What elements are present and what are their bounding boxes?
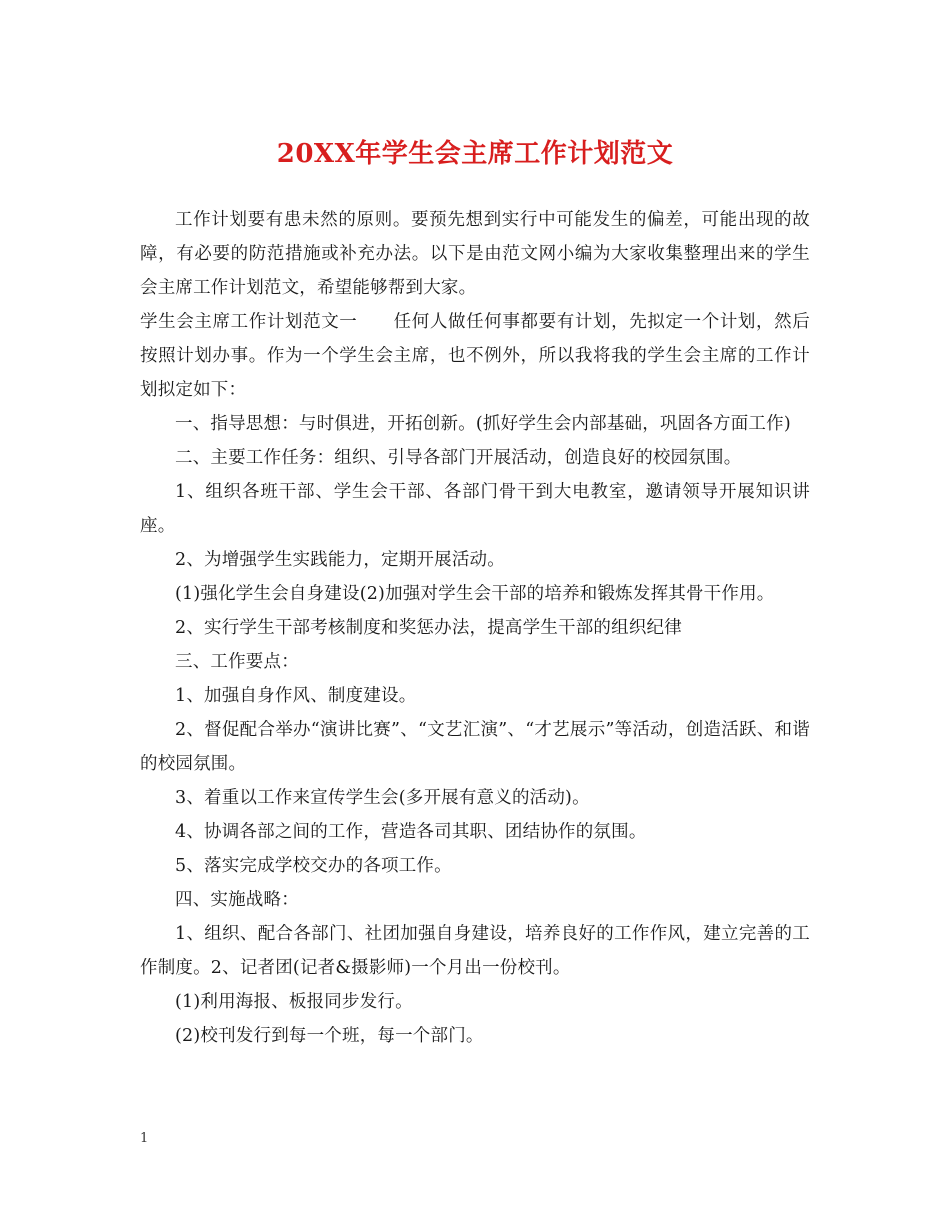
- document-body: [140, 203, 810, 1053]
- paragraph: 1、加强自身作风、制度建设。: [175, 686, 417, 706]
- paragraph: 四、实施战略：: [175, 890, 299, 910]
- paragraph: 2、实行学生干部考核制度和奖惩办法，提高学生干部的组织纪律: [175, 618, 682, 638]
- page-number: 1: [140, 1131, 149, 1146]
- paragraph: 2、督促配合举办“演讲比赛”、“文艺汇演”、“才艺展示”等活动，创造活跃、和谐的校园氛围。: [140, 720, 810, 774]
- paragraph: 学生会主席工作计划范文一 任何人做任何事都要有计划，先拟定一个计划，然后按照计划办事。作为一个学生会主席，也不例外，所以我将我的学生会主席的工作计划拟定如下：: [140, 312, 810, 400]
- paragraph: 1、组织各班干部、学生会干部、各部门骨干到大电教室，邀请领导开展知识讲座。: [140, 482, 810, 536]
- paragraph: 三、工作要点：: [175, 652, 299, 672]
- paragraph: 4、协调各部之间的工作，营造各司其职、团结协作的氛围。: [175, 822, 647, 842]
- paragraph: (1)利用海报、板报同步发行。: [175, 992, 413, 1012]
- paragraph: 工作计划要有患未然的原则。要预先想到实行中可能发生的偏差，可能出现的故障，有必要的防范措施或补充办法。以下是由范文网小编为大家收集整理出来的学生会主席工作计划范文，希望能够帮到大家。: [140, 210, 810, 298]
- document-title: 20XX年学生会主席工作计划范文: [276, 139, 674, 169]
- paragraph: 2、为增强学生实践能力，定期开展活动。: [175, 550, 505, 570]
- paragraph: 1、组织、配合各部门、社团加强自身建设，培养良好的工作作风，建立完善的工作制度。2、记者团(记者&摄影师)一个月出一份校刊。: [140, 924, 810, 978]
- paragraph: (2)校刊发行到每一个班，每一个部门。: [175, 1026, 484, 1046]
- paragraph: 一、指导思想：与时俱进，开拓创新。(抓好学生会内部基础，巩固各方面工作): [175, 414, 791, 434]
- paragraph: 二、主要工作任务：组织、引导各部门开展活动，创造良好的校园氛围。: [175, 448, 742, 468]
- paragraph: 5、落实完成学校交办的各项工作。: [175, 856, 452, 876]
- paragraph: (1)强化学生会自身建设(2)加强对学生会干部的培养和锻炼发挥其骨干作用。: [175, 584, 775, 604]
- paragraph: 3、着重以工作来宣传学生会(多开展有意义的活动)。: [175, 788, 590, 808]
